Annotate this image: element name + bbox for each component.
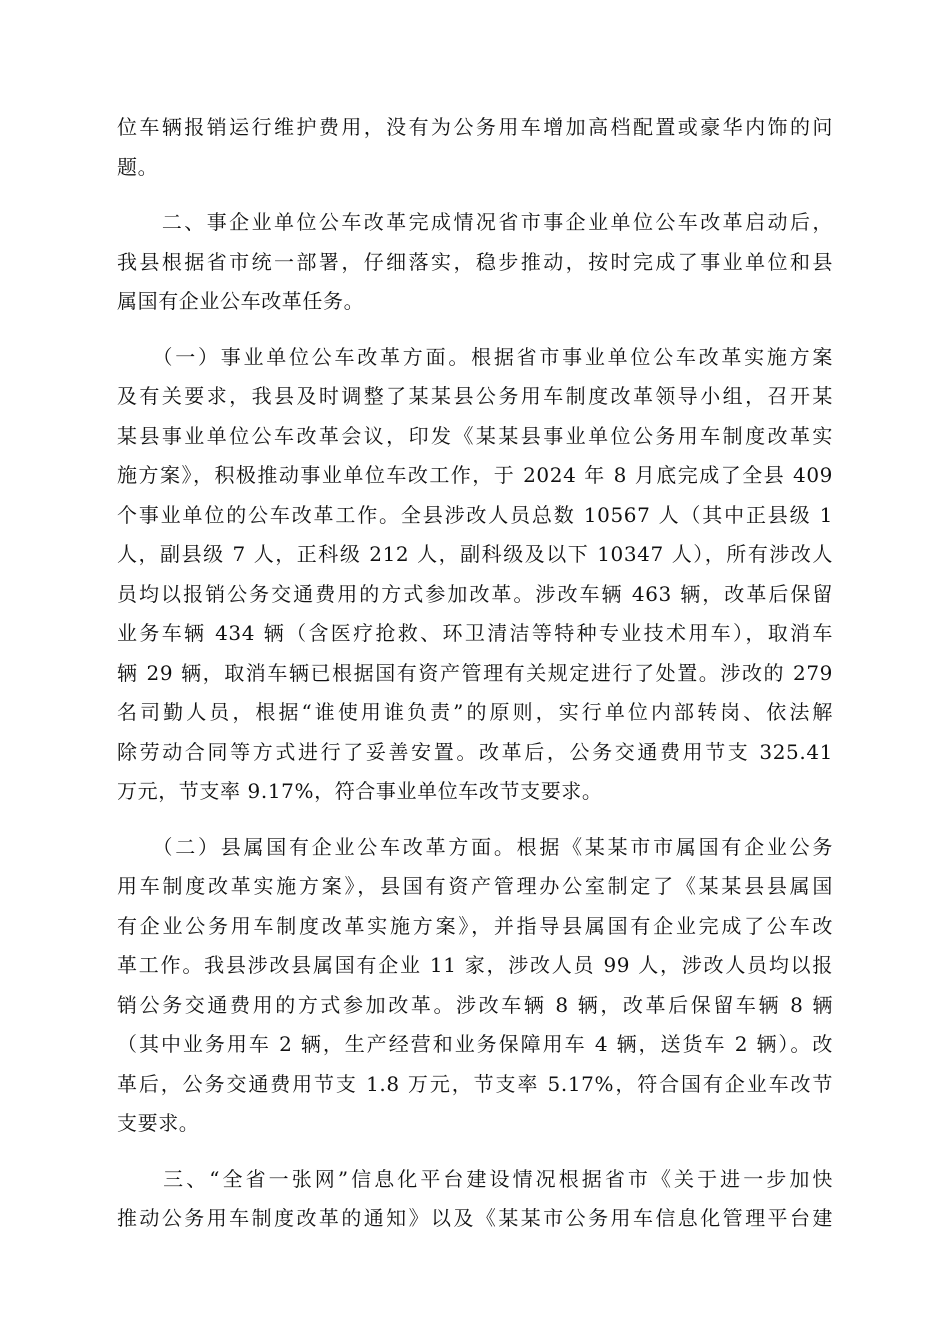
text-line: 万元，节支率 9.17%，符合事业单位车改节支要求。 <box>117 779 603 803</box>
paragraph-state-enterprises <box>117 828 833 1144</box>
paragraph-gap <box>117 322 833 338</box>
paragraph-gap <box>117 1144 833 1160</box>
text-line: 业务车辆 434 辆（含医疗抢救、环卫清洁等特种专业技术用车），取消车 <box>117 621 833 645</box>
paragraph-section-2 <box>117 203 833 322</box>
text-line: 位车辆报销运行维护费用，没有为公务用车增加高档配置或豪华内饰的问 <box>117 115 833 139</box>
text-line: 三、“全省一张网”信息化平台建设情况根据省市《关于进一步加快 <box>117 1166 833 1191</box>
text-line: （一）事业单位公车改革方面。根据省市事业单位公车改革实施方案 <box>117 344 833 369</box>
text-line: 属国有企业公车改革任务。 <box>117 289 365 313</box>
text-line: 支要求。 <box>117 1111 200 1135</box>
text-line: 及有关要求，我县及时调整了某某县公务用车制度改革领导小组，召开某 <box>117 384 833 408</box>
document-body <box>117 108 833 1239</box>
text-line: 二、事企业单位公车改革完成情况省市事企业单位公车改革启动后， <box>117 210 833 234</box>
text-line: 名司勤人员，根据“谁使用谁负责”的原则，实行单位内部转岗、依法解 <box>117 700 833 724</box>
text-line: 题。 <box>117 154 159 179</box>
text-line: 施方案》，积极推动事业单位车改工作，于 2024 年 8 月底完成了全县 409 <box>117 463 833 487</box>
text-line: 员均以报销公务交通费用的方式参加改革。涉改车辆 463 辆，改革后保留 <box>117 581 833 606</box>
text-line: 人，副县级 7 人，正科级 212 人，副科级及以下 10347 人），所有涉改人 <box>117 542 833 566</box>
text-line: 有企业公务用车制度改革实施方案》，并指导县属国有企业完成了公车改 <box>117 913 833 938</box>
text-line: 推动公务用车制度改革的通知》以及《某某市公务用车信息化管理平台建 <box>117 1206 833 1230</box>
paragraph-public-institutions <box>117 338 833 812</box>
text-line: 革工作。我县涉改县属国有企业 11 家，涉改人员 99 人，涉改人员均以报 <box>117 953 833 977</box>
text-line: （其中业务用车 2 辆，生产经营和业务保障用车 4 辆，送货车 2 辆）。改 <box>117 1032 833 1056</box>
text-line: 某县事业单位公车改革会议，印发《某某县事业单位公务用车制度改革实 <box>117 423 833 448</box>
text-line: 用车制度改革实施方案》，县国有资产管理办公室制定了《某某县县属国 <box>117 874 833 898</box>
text-line: 我县根据省市统一部署，仔细落实，稳步推动，按时完成了事业单位和县 <box>117 249 833 274</box>
paragraph-gap <box>117 812 833 828</box>
text-line: 销公务交通费用的方式参加改革。涉改车辆 8 辆，改革后保留车辆 8 辆 <box>117 992 833 1017</box>
text-line: 辆 29 辆，取消车辆已根据国有资产管理有关规定进行了处置。涉改的 279 <box>117 660 833 685</box>
text-line: 个事业单位的公车改革工作。全县涉改人员总数 10567 人（其中正县级 1 <box>117 502 833 527</box>
paragraph-vehicle-maintenance <box>117 108 833 187</box>
text-line: （二）县属国有企业公车改革方面。根据《某某市市属国有企业公务 <box>117 834 833 859</box>
text-line: 革后，公务交通费用节支 1.8 万元，节支率 5.17%，符合国有企业车改节 <box>117 1071 833 1096</box>
text-line: 除劳动合同等方式进行了妥善安置。改革后，公务交通费用节支 325.41 <box>117 739 833 764</box>
paragraph-gap <box>117 187 833 203</box>
paragraph-section-3 <box>117 1160 833 1239</box>
